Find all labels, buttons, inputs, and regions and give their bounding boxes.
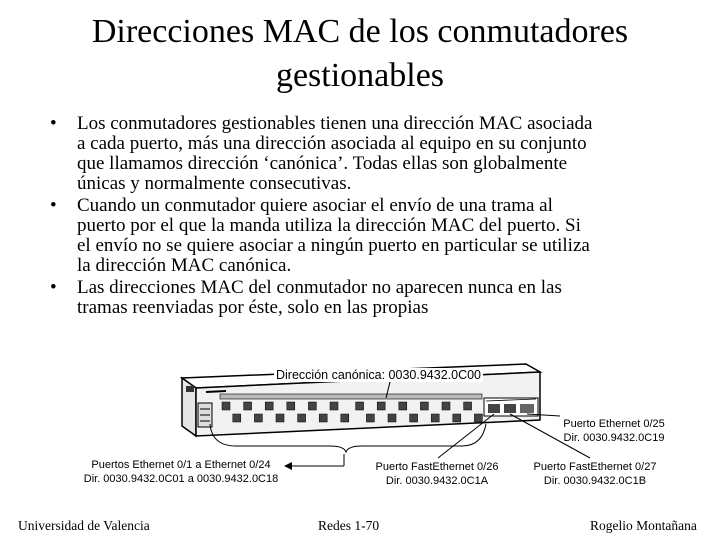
- bullet-line: únicas y normalmente consecutivas.: [77, 173, 352, 194]
- ethernet-port: [308, 402, 316, 410]
- fast27-address: Dir. 0030.9432.0C1B: [543, 475, 647, 487]
- ethernet-port: [330, 402, 338, 410]
- slide-title-line-2: gestionables: [275, 57, 445, 94]
- ethernet-port: [474, 414, 482, 422]
- port25-label: [548, 417, 680, 445]
- ethernet-port: [356, 402, 364, 410]
- fast27-name: Puerto FastEthernet 0/27: [533, 461, 657, 473]
- ethernet-port: [265, 402, 273, 410]
- ethernet-port: [420, 402, 428, 410]
- ethernet-port: [431, 414, 439, 422]
- canonical-address-label: Dirección canónica: 0030.9432.0C00: [276, 368, 481, 382]
- fast26-address: Dir. 0030.9432.0C1A: [385, 475, 489, 487]
- bullet-line: Los conmutadores gestionables tienen una dirección MAC asociada: [77, 113, 593, 134]
- port-fast26-connector: [488, 404, 500, 413]
- ethernet-port: [287, 402, 295, 410]
- footer-right: Rogelio Montañana: [590, 518, 697, 533]
- bullet-line: Cuando un conmutador quiere asociar el envío de una trama al: [77, 195, 553, 216]
- ethernet-port: [319, 414, 327, 422]
- port-led-strip: [220, 394, 482, 399]
- bullet-line: la dirección MAC canónica.: [77, 255, 292, 276]
- port-25-connector: [520, 404, 534, 413]
- port25-address: Dir. 0030.9432.0C19: [563, 432, 665, 444]
- fast27-label: [520, 460, 670, 488]
- bullet-line: puerto por el que la manda utiliza la dirección MAC del puerto. Si: [77, 215, 581, 236]
- bullet-line: tramas reenviadas por éste, solo en las propias: [77, 297, 429, 318]
- ethernet-port: [341, 414, 349, 422]
- footer-left: Universidad de Valencia: [18, 518, 150, 533]
- ethernet-port: [233, 414, 241, 422]
- ethernet-port: [366, 414, 374, 422]
- ethernet-port: [410, 414, 418, 422]
- ethernet-port: [254, 414, 262, 422]
- fast26-name: Puerto FastEthernet 0/26: [375, 461, 499, 473]
- ethernet-port: [399, 402, 407, 410]
- switch-logo: [186, 386, 194, 392]
- port25-name: Puerto Ethernet 0/25: [563, 418, 665, 430]
- ports-1-24-address: Dir. 0030.9432.0C01 a 0030.9432.0C18: [83, 473, 279, 485]
- ethernet-port: [298, 414, 306, 422]
- ethernet-port: [388, 414, 396, 422]
- ports-1-24-name: Puertos Ethernet 0/1 a Ethernet 0/24: [91, 459, 271, 471]
- bullet-dot: •: [50, 195, 57, 216]
- bullet-line: Las direcciones MAC del conmutador no aparecen nunca en las: [77, 277, 562, 298]
- bullet-line: que llamamos dirección ‘canónica’. Todas ellas son globalmente: [77, 153, 568, 174]
- ethernet-port: [222, 402, 230, 410]
- ports-1-24-label: [56, 458, 306, 486]
- ethernet-port: [442, 402, 450, 410]
- slide-title-line-1: Direcciones MAC de los conmutadores: [91, 13, 629, 50]
- ethernet-port: [377, 402, 385, 410]
- fast26-label: [362, 460, 512, 488]
- bullet-dot: •: [50, 113, 57, 134]
- ethernet-port: [244, 402, 252, 410]
- port-fast27-connector: [504, 404, 516, 413]
- bullet-line: el envío no se quiere asociar a ningún puerto en particular se utiliza: [77, 235, 590, 256]
- ethernet-port: [464, 402, 472, 410]
- bullet-dot: •: [50, 277, 57, 298]
- ethernet-port: [276, 414, 284, 422]
- ethernet-port: [453, 414, 461, 422]
- footer-center: Redes 1-70: [318, 518, 380, 533]
- bullet-line: a cada puerto, más una dirección asociada al equipo en su conjunto: [77, 133, 587, 154]
